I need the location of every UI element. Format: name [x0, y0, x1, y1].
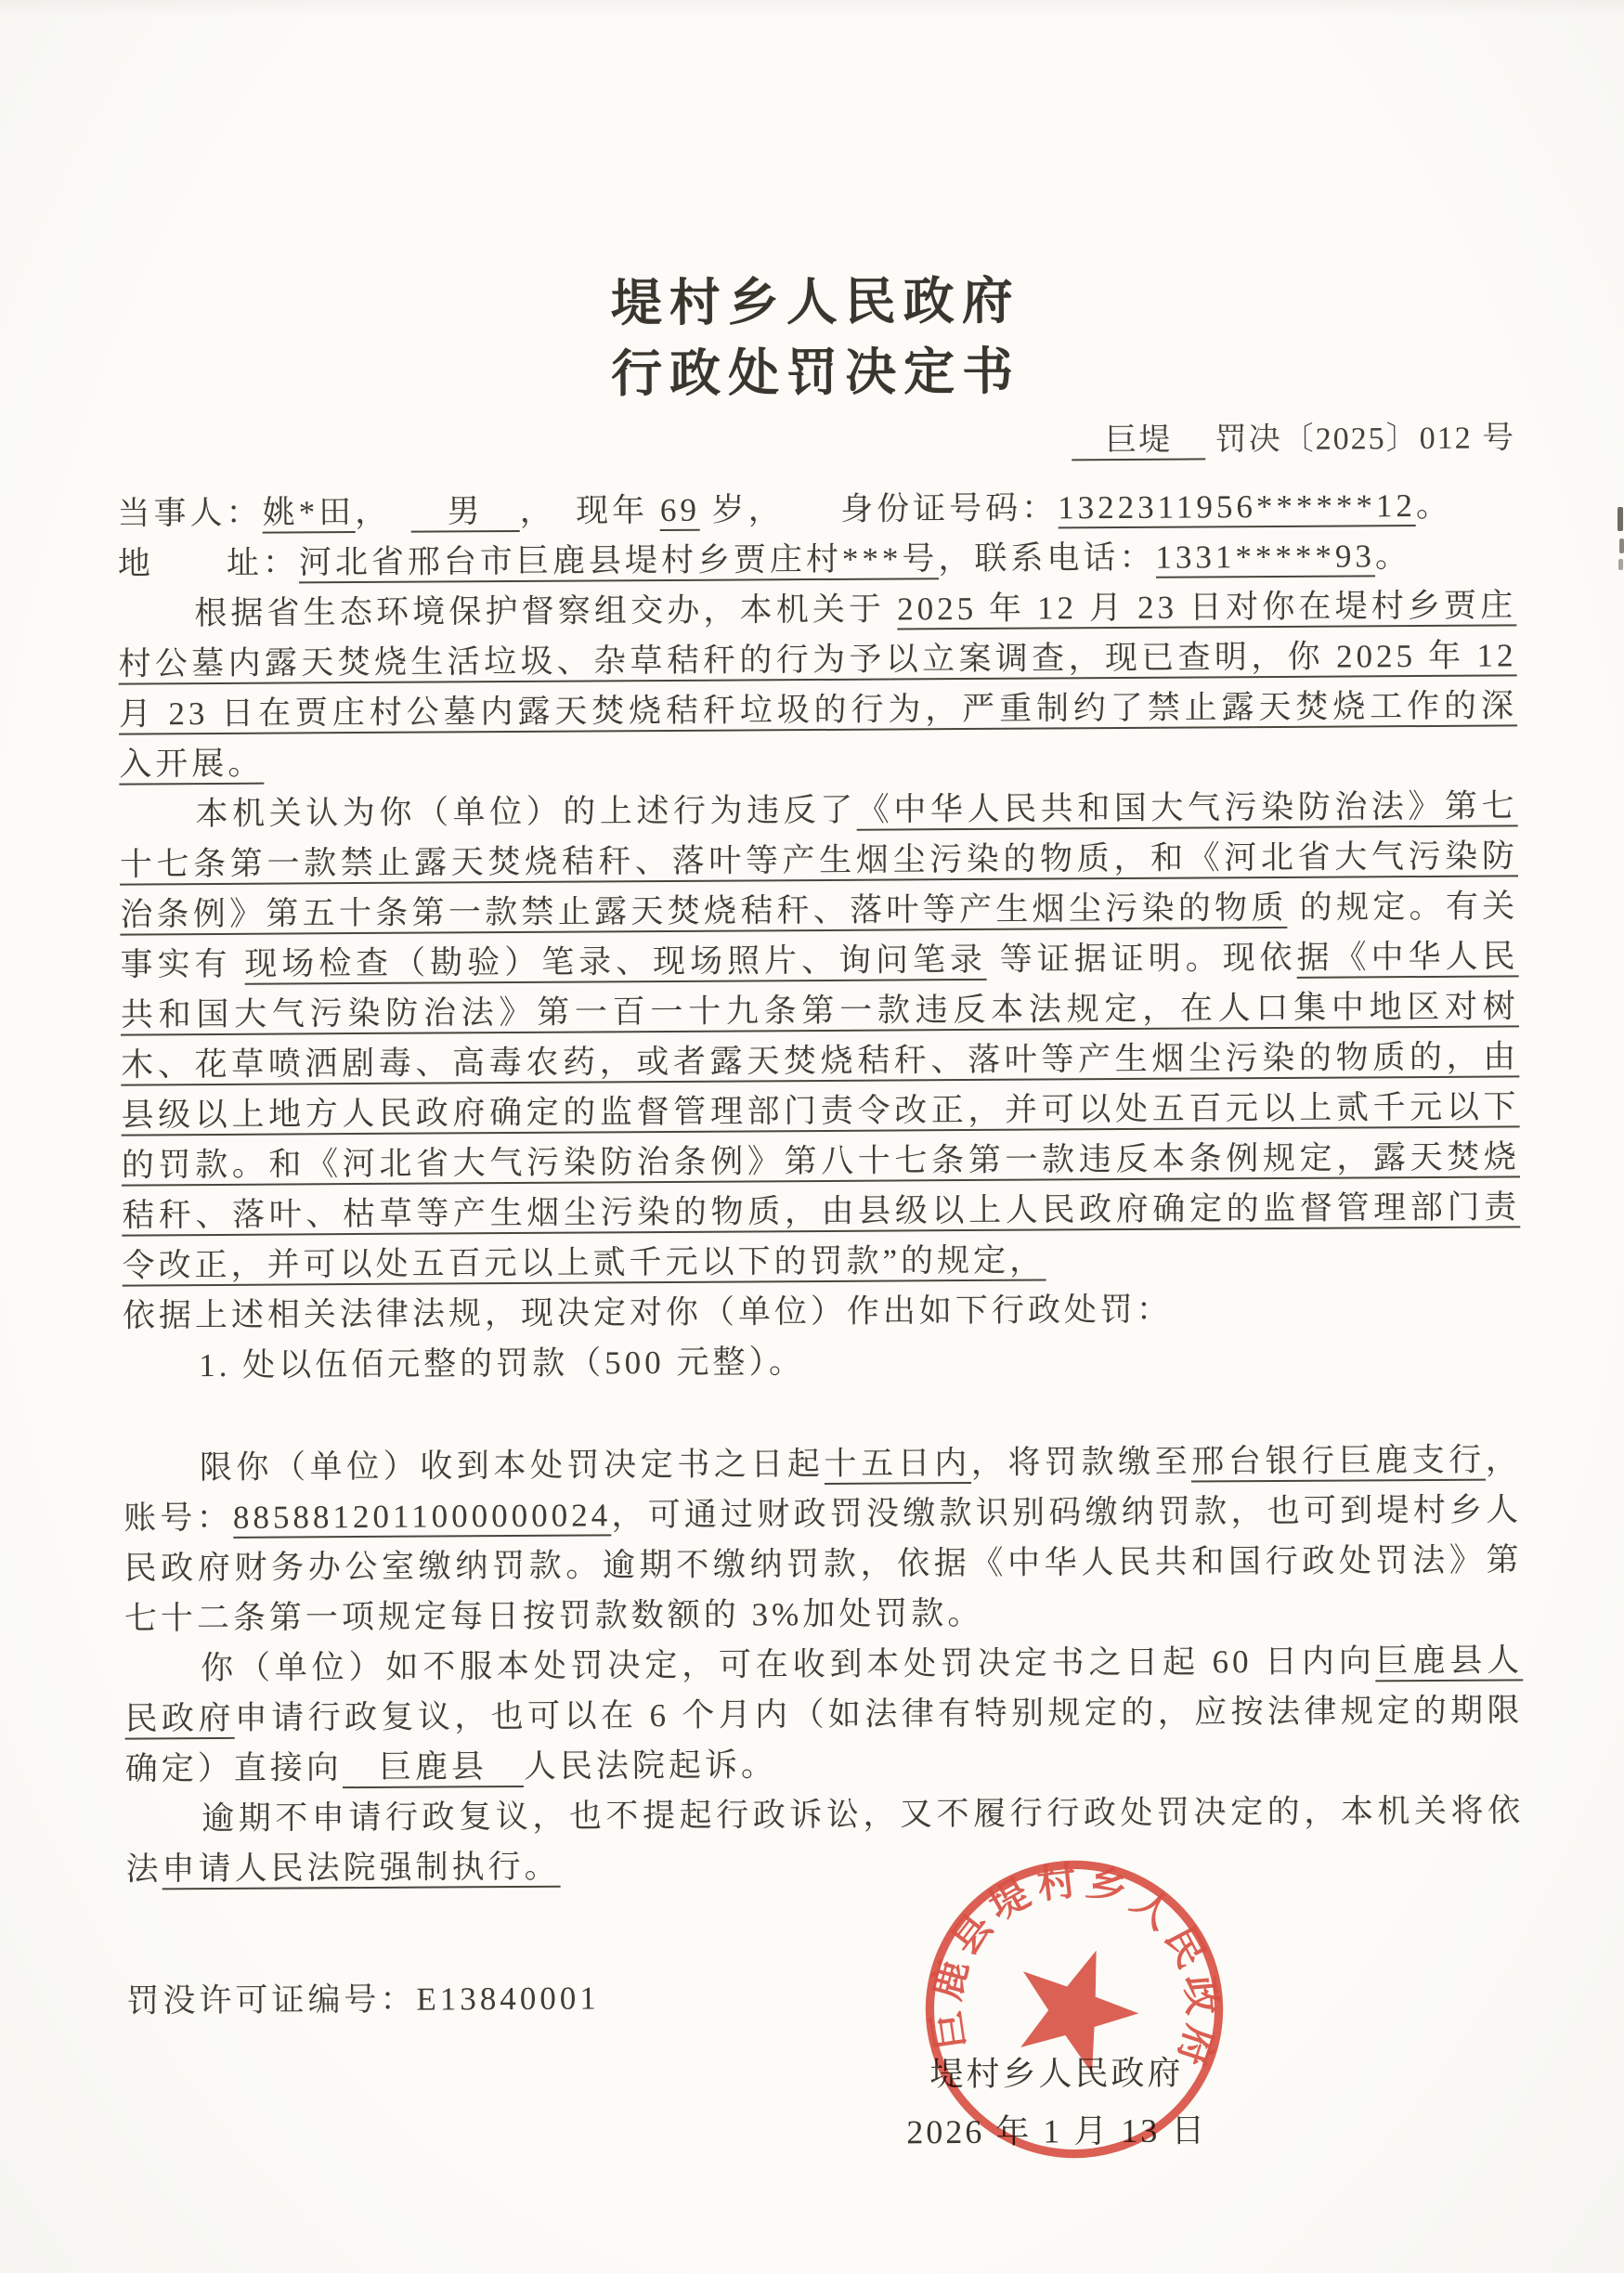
- paragraph-text: ，联系电话：: [938, 539, 1156, 578]
- paragraph-text: 申请行政复议，也可以在 6 个月内（如法律有特别规定的，应按法律规定的期限确定）直接向: [124, 1692, 1524, 1787]
- paragraph-text: 1. 处以伍佰元整的罚款（500 元整）。: [199, 1344, 806, 1384]
- paragraph-text: 等证据证明。现依: [986, 939, 1297, 978]
- filled-in-underlined-text: 《中华人民共和国大气污染防治法》第七十七条第一款禁止露天焚烧秸秆、落叶等产生烟尘污染的物质，和《河北省大气污染防治条例》第五十条第一款禁止露天焚烧秸秆、落叶等产生烟尘污染的物质: [120, 787, 1518, 935]
- payment-paragraph: [123, 1435, 1523, 1643]
- scan-edge-artifact: [1619, 539, 1624, 553]
- filled-in-underlined-text: 巨堤: [1072, 422, 1205, 461]
- star-icon: [1015, 1944, 1144, 2077]
- paragraph-text: ，账号：: [123, 1441, 1522, 1537]
- paragraph-text: ，将罚款缴至: [970, 1443, 1192, 1481]
- paragraph-text: 逾期不申请行政复议，也不提起行政诉讼，又不履行行政处罚决定的，本机关将依法: [125, 1792, 1525, 1888]
- document-title-line2: 行政处罚决定书: [610, 343, 1021, 403]
- filled-in-underlined-text: 巨鹿县: [343, 1748, 524, 1788]
- issue-date: 2026 年 1 月 13 日: [906, 2111, 1208, 2151]
- filled-in-underlined-text: 邢台银行巨鹿支行: [1191, 1442, 1486, 1483]
- filled-in-underlined-text: 河北省邢台市巨鹿县堤村乡贾庄村***号: [299, 540, 939, 583]
- filled-in-underlined-text: 男: [411, 493, 520, 533]
- paragraph-text: 。: [1374, 538, 1412, 575]
- paragraph-text: 限你（单位）收到本处罚决定书之日起: [199, 1445, 825, 1487]
- paragraph-text: 的规定。有关事实有: [120, 888, 1519, 983]
- official-seal: [899, 1834, 1249, 2184]
- filled-in-underlined-text: 2025 年 12 月 23 日对你在堤村乡贾庄村公墓内露天焚烧生活垃圾、杂草秸秆的行为予以立案调查，现已查明，你 2025 年 12 月 23 日在贾庄村公墓内露天焚烧秸秆垃圾的行为，严重制约了禁止露天焚烧工作的深入开展。: [118, 587, 1517, 785]
- paragraph-text: ， 现年: [519, 492, 661, 529]
- filled-in-underlined-text: 申请人民法院强制执行。: [162, 1849, 560, 1890]
- paragraph-text: 你（单位）如不服本处罚决定，可在收到本处罚决定书之日起 60 日内向: [201, 1643, 1376, 1687]
- filled-in-underlined-text: 8858812011000000024: [233, 1497, 611, 1538]
- appeal-paragraph: [124, 1635, 1524, 1794]
- facts-paragraph: [118, 580, 1517, 789]
- filled-in-underlined-text: 1322311956******12: [1058, 487, 1416, 528]
- filled-in-underlined-text: 现场检查（勘验）笔录、现场照片、询问笔录: [244, 942, 987, 985]
- paragraph-text: 当事人：: [117, 494, 263, 532]
- party-line: [117, 480, 1515, 539]
- document-number: [117, 417, 1515, 468]
- document-content: [116, 263, 1526, 2165]
- decision-lead-line: [123, 1282, 1521, 1341]
- paragraph-text: 根据省生态环境保护督察组交办，本机关于: [194, 591, 898, 632]
- paragraph-text: ，: [355, 493, 411, 531]
- paragraph-text: 地 址：: [117, 544, 300, 582]
- filled-in-underlined-text: 十五日内: [824, 1445, 971, 1485]
- penalty-item: [123, 1332, 1521, 1391]
- paragraph-text: 人民法院起诉。: [523, 1747, 778, 1785]
- legal-basis-paragraph: [119, 781, 1520, 1291]
- permit-number-line: [126, 1968, 1525, 2026]
- paragraph-text: 岁， 身份证号码：: [699, 489, 1059, 528]
- enforcement-paragraph: [125, 1786, 1525, 1894]
- document-body: [117, 480, 1525, 2026]
- seal-arc-text: 巨鹿县堤村乡人民政府: [925, 1860, 1224, 2077]
- issuing-agency: 堤村乡人民政府: [929, 2054, 1184, 2094]
- paragraph-text: 。: [1415, 487, 1453, 525]
- document-title-line1: 堤村乡人民政府: [610, 272, 1020, 332]
- scan-edge-artifact: [1618, 559, 1623, 570]
- paragraph-text: 本机关认为你（单位）的上述行为违反了: [195, 791, 857, 833]
- paragraph-text: 罚没许可证编号：E13840001: [126, 1980, 600, 2020]
- filled-in-underlined-text: 1331*****93: [1155, 538, 1375, 578]
- paragraph-text: ，可通过财政罚没缴款识别码缴纳罚款，也可到堤村乡人民政府财务办公室缴纳罚款。逾期不缴纳罚款，依据《中华人民共和国行政处罚法》第七十二条第一项规定每日按罚款数额的 3%加处罚款。: [123, 1491, 1523, 1637]
- filled-in-underlined-text: 巨鹿县人民政府: [124, 1642, 1523, 1739]
- filled-in-underlined-text: 姚*田: [262, 494, 355, 534]
- filled-in-underlined-text: 69: [660, 492, 700, 531]
- paragraph-text: 罚决〔2025〕012 号: [1205, 421, 1516, 458]
- paragraph-text: 依据上述相关法律法规，现决定对你（单位）作出如下行政处罚：: [122, 1291, 1173, 1334]
- address-line: [118, 530, 1516, 589]
- scan-edge-artifact: [1618, 507, 1623, 531]
- filled-in-underlined-text: 据《中华人民共和国大气污染防治法》第一百一十九条第一款违反本法规定，在人口集中地区对树木、花草喷洒剧毒、高毒农药，或者露天焚烧秸秆、落叶等产生烟尘污染的物质的，由县级以上地方人民政府确定的监督管理部门责令改正，并可以处五百元以上贰千元以下的罚款。和《河北省大气污染防治条例》第八十七条第一款违反本条例规定，露天焚烧秸秆、落叶、枯草等产生烟尘污染的物质，由县级以上人民政府确定的监督管理部门责令改正，并可以处五百元以上贰千元以下的罚款”的规定，: [121, 938, 1521, 1286]
